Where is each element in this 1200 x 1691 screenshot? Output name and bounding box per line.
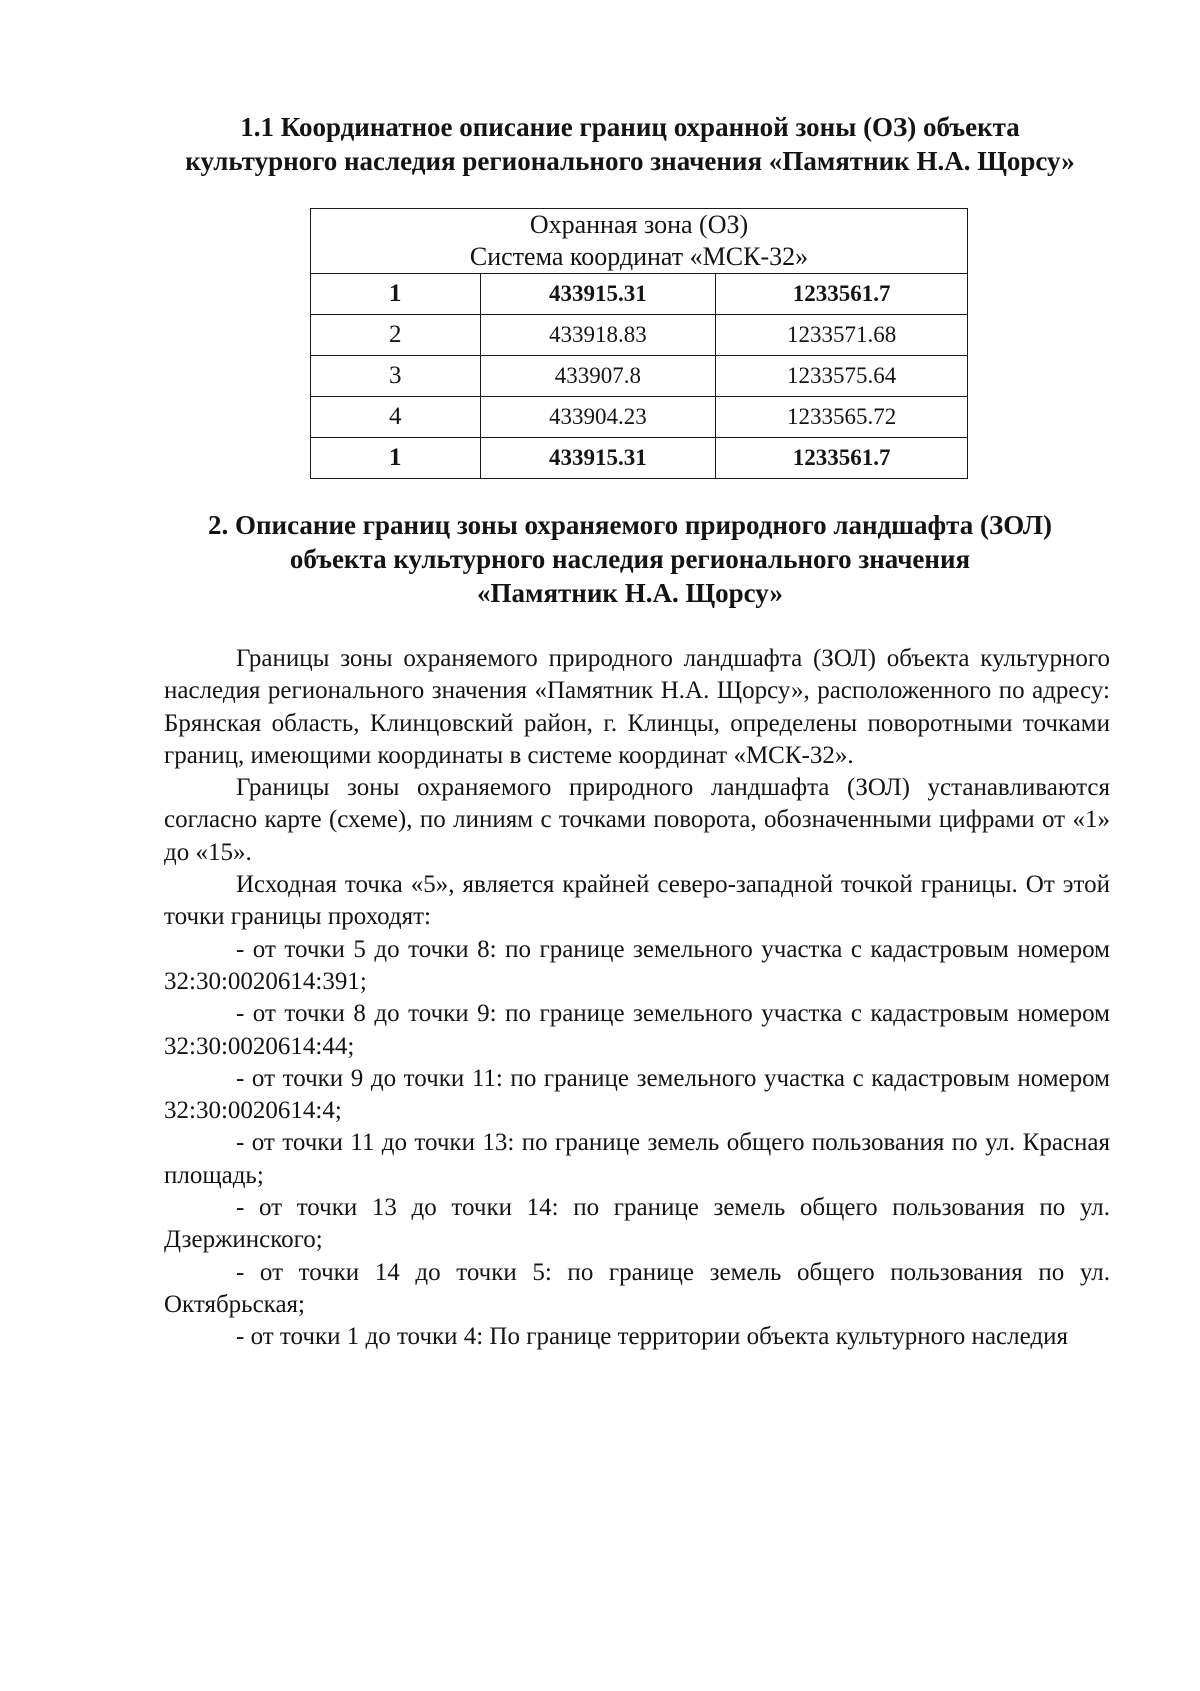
table-row xyxy=(311,315,968,356)
section-2-title-line-1: 2. Описание границ зоны охраняемого природного ландшафта (ЗОЛ) xyxy=(207,510,1053,540)
list-item: - от точки 1 до точки 4: По границе территории объекта культурного наследия xyxy=(236,1323,1068,1351)
coordinate-y: 1233571.68 xyxy=(716,315,968,356)
coordinate-y: 1233561.7 xyxy=(716,274,968,315)
table-header-crs: Система координат «МСК-32» xyxy=(469,242,809,271)
list-item: - от точки 9 до точки 11: по границе земельного участка с кадастровым номером 32:30:0020614:4; xyxy=(164,1064,1110,1125)
coordinate-y: 1233575.64 xyxy=(716,356,968,397)
list-item: - от точки 11 до точки 13: по границе земель общего пользования по ул. Красная площадь; xyxy=(164,1129,1110,1189)
table-row xyxy=(311,274,968,315)
section-2-title xyxy=(150,508,1110,610)
coordinate-x: 433907.8 xyxy=(480,356,716,397)
paragraph: Границы зоны охраняемого природного ландшафта (ЗОЛ) устанавливаются согласно карте (схеме), по линиям с точками поворота, обозначенными цифрами от «1» до «15». xyxy=(164,774,1110,866)
section-1-title-line-2: культурного наследия регионального значения «Памятник Н.А. Щорсу» xyxy=(185,146,1075,176)
coordinate-x: 433918.83 xyxy=(480,315,716,356)
paragraph: Границы зоны охраняемого природного ландшафта (ЗОЛ) объекта культурного наследия регионального значения «Памятник Н.А. Щорсу», расположенного по адресу: Брянская область, Клинцовский район, г. Клинцы, определены поворотными точками границ, имеющими координаты в системе координат «МСК-32». xyxy=(164,645,1110,769)
section-2-title-line-2: объекта культурного наследия регионального значения xyxy=(289,544,971,574)
coordinate-x: 433915.31 xyxy=(480,438,716,479)
list-item: - от точки 5 до точки 8: по границе земельного участка с кадастровым номером 32:30:0020614:391; xyxy=(164,935,1110,995)
point-number: 4 xyxy=(311,397,481,438)
coordinate-y: 1233565.72 xyxy=(716,397,968,438)
list-item: - от точки 14 до точки 5: по границе земель общего пользования по ул. Октябрьская; xyxy=(164,1258,1110,1318)
coordinates-table xyxy=(310,208,968,479)
section-1-title-line-1: 1.1 Координатное описание границ охранной зоны (ОЗ) объекта xyxy=(240,112,1020,142)
section-1-title xyxy=(150,110,1110,178)
coordinate-y: 1233561.7 xyxy=(716,438,968,479)
table-header-row xyxy=(311,209,968,274)
section-2-title-line-3: «Памятник Н.А. Щорсу» xyxy=(477,578,783,608)
list-item: - от точки 8 до точки 9: по границе земельного участка с кадастровым номером 32:30:0020614:44; xyxy=(164,1000,1110,1060)
point-number: 1 xyxy=(311,438,481,479)
paragraph: Исходная точка «5», является крайней северо-западной точкой границы. От этой точки границы проходят: xyxy=(164,871,1110,931)
section-2-body xyxy=(164,643,1110,1354)
table-row xyxy=(311,438,968,479)
table-row xyxy=(311,397,968,438)
point-number: 1 xyxy=(311,274,481,315)
list-item: - от точки 13 до точки 14: по границе земель общего пользования по ул. Дзержинского; xyxy=(164,1194,1110,1254)
coordinate-x: 433915.31 xyxy=(480,274,716,315)
point-number: 2 xyxy=(311,315,481,356)
point-number: 3 xyxy=(311,356,481,397)
coordinate-x: 433904.23 xyxy=(480,397,716,438)
table-header-zone: Охранная зона (ОЗ) xyxy=(529,210,749,239)
table-row xyxy=(311,356,968,397)
table-header xyxy=(311,209,968,274)
